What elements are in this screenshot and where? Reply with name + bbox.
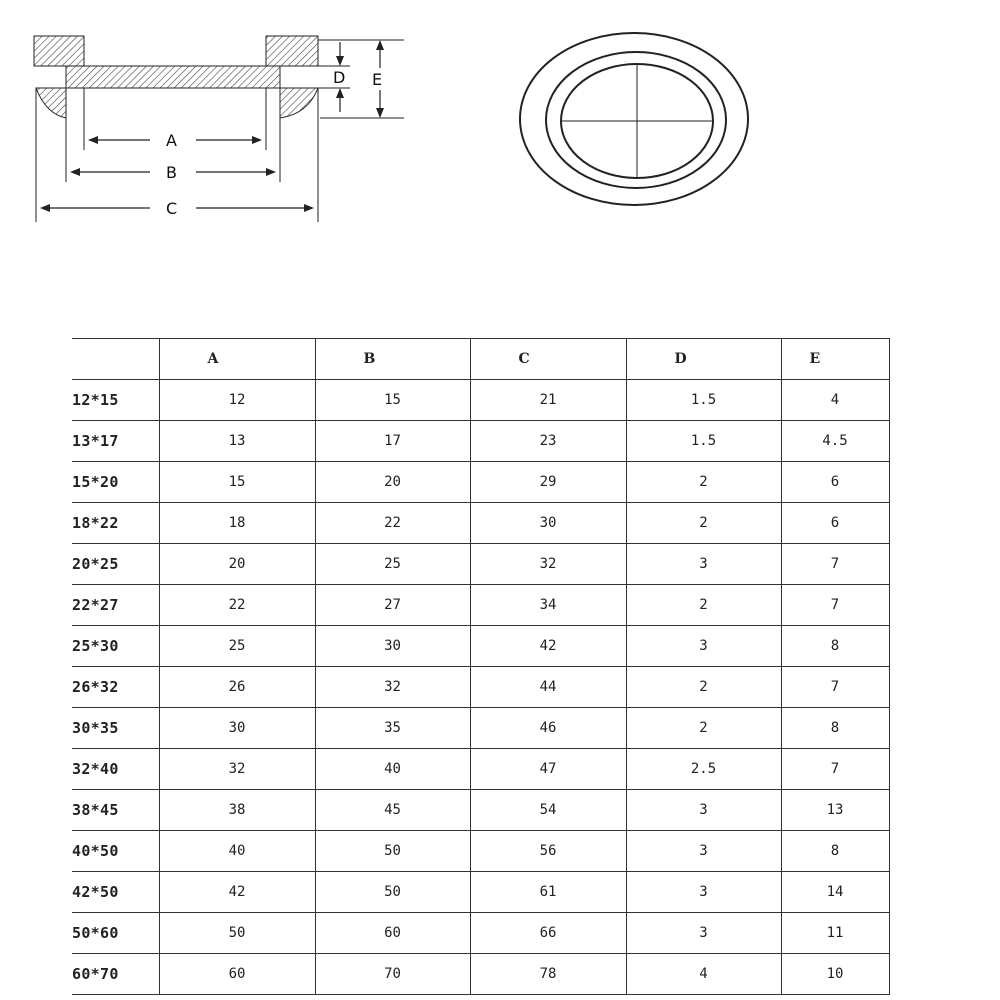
cell-b: 22 (315, 503, 470, 544)
grommet-drawings (0, 0, 1000, 300)
cross-section-drawing (34, 36, 404, 222)
cell-d: 2 (626, 462, 781, 503)
table-row (72, 667, 889, 708)
dim-label-c: C (166, 199, 178, 218)
cell-d: 3 (626, 626, 781, 667)
cell-d: 2 (626, 708, 781, 749)
cell-a: 40 (159, 831, 315, 872)
col-header-d: D (626, 339, 781, 380)
cell-c: 42 (470, 626, 626, 667)
col-header-a: A (159, 339, 315, 380)
table-row (72, 421, 889, 462)
cell-d: 2.5 (626, 749, 781, 790)
panel-block-left (34, 36, 84, 66)
cell-a: 30 (159, 708, 315, 749)
table-body (72, 380, 889, 995)
cell-b: 70 (315, 954, 470, 995)
row-label: 12*15 (72, 380, 159, 421)
row-label: 40*50 (72, 831, 159, 872)
cell-c: 44 (470, 667, 626, 708)
cell-b: 17 (315, 421, 470, 462)
cell-c: 56 (470, 831, 626, 872)
dim-label-e: E (372, 70, 383, 89)
table-row (72, 790, 889, 831)
cell-c: 61 (470, 872, 626, 913)
table-header-row (72, 339, 889, 380)
cell-e: 7 (781, 667, 889, 708)
cell-a: 20 (159, 544, 315, 585)
cell-c: 30 (470, 503, 626, 544)
col-header-b: B (315, 339, 470, 380)
table-row (72, 544, 889, 585)
table-row (72, 872, 889, 913)
cell-e: 6 (781, 503, 889, 544)
cell-a: 38 (159, 790, 315, 831)
table-row (72, 831, 889, 872)
cell-c: 47 (470, 749, 626, 790)
cell-d: 1.5 (626, 380, 781, 421)
cell-c: 21 (470, 380, 626, 421)
cell-d: 2 (626, 667, 781, 708)
table-row (72, 462, 889, 503)
cell-d: 3 (626, 544, 781, 585)
cell-c: 32 (470, 544, 626, 585)
cell-e: 11 (781, 913, 889, 954)
cell-c: 46 (470, 708, 626, 749)
row-label: 18*22 (72, 503, 159, 544)
row-label: 32*40 (72, 749, 159, 790)
cell-d: 1.5 (626, 421, 781, 462)
row-label: 15*20 (72, 462, 159, 503)
cell-a: 32 (159, 749, 315, 790)
table-row (72, 380, 889, 421)
col-header-e: E (781, 339, 889, 380)
cell-c: 34 (470, 585, 626, 626)
table-row (72, 708, 889, 749)
cell-e: 14 (781, 872, 889, 913)
cell-a: 13 (159, 421, 315, 462)
row-label: 42*50 (72, 872, 159, 913)
cell-d: 4 (626, 954, 781, 995)
cell-e: 7 (781, 585, 889, 626)
cell-d: 3 (626, 790, 781, 831)
table-row (72, 626, 889, 667)
size-table (72, 338, 890, 995)
cell-e: 4.5 (781, 421, 889, 462)
cell-a: 12 (159, 380, 315, 421)
cell-a: 42 (159, 872, 315, 913)
cell-a: 26 (159, 667, 315, 708)
cell-a: 22 (159, 585, 315, 626)
row-label: 50*60 (72, 913, 159, 954)
cell-c: 29 (470, 462, 626, 503)
cell-b: 30 (315, 626, 470, 667)
cell-e: 13 (781, 790, 889, 831)
row-label: 26*32 (72, 667, 159, 708)
cell-c: 78 (470, 954, 626, 995)
cell-b: 20 (315, 462, 470, 503)
cell-b: 35 (315, 708, 470, 749)
row-label: 30*35 (72, 708, 159, 749)
cell-e: 7 (781, 749, 889, 790)
table-row (72, 503, 889, 544)
flange-right (280, 88, 318, 118)
top-view-drawing (520, 33, 748, 205)
header-corner (72, 339, 159, 380)
cell-a: 15 (159, 462, 315, 503)
cell-b: 15 (315, 380, 470, 421)
cell-e: 8 (781, 831, 889, 872)
cell-b: 25 (315, 544, 470, 585)
middle-ring (546, 52, 726, 188)
cell-b: 50 (315, 831, 470, 872)
cell-b: 27 (315, 585, 470, 626)
dim-label-b: B (166, 163, 177, 182)
cell-d: 3 (626, 831, 781, 872)
cell-d: 2 (626, 503, 781, 544)
cell-d: 2 (626, 585, 781, 626)
row-label: 38*45 (72, 790, 159, 831)
cell-b: 60 (315, 913, 470, 954)
dim-label-a: A (166, 131, 177, 150)
cell-a: 50 (159, 913, 315, 954)
table-row (72, 954, 889, 995)
cell-d: 3 (626, 913, 781, 954)
row-label: 22*27 (72, 585, 159, 626)
grommet-diagram (0, 0, 1000, 300)
cell-b: 50 (315, 872, 470, 913)
cell-a: 60 (159, 954, 315, 995)
row-label: 13*17 (72, 421, 159, 462)
table-row (72, 913, 889, 954)
cell-a: 25 (159, 626, 315, 667)
cell-e: 4 (781, 380, 889, 421)
cell-e: 10 (781, 954, 889, 995)
cell-c: 23 (470, 421, 626, 462)
grommet-tube (66, 66, 280, 88)
flange-left (36, 88, 66, 118)
row-label: 25*30 (72, 626, 159, 667)
cell-e: 8 (781, 708, 889, 749)
cell-d: 3 (626, 872, 781, 913)
cell-b: 45 (315, 790, 470, 831)
dim-label-d: D (333, 68, 346, 87)
cell-b: 40 (315, 749, 470, 790)
row-label: 20*25 (72, 544, 159, 585)
row-label: 60*70 (72, 954, 159, 995)
cell-c: 66 (470, 913, 626, 954)
cell-b: 32 (315, 667, 470, 708)
cell-e: 8 (781, 626, 889, 667)
table-row (72, 749, 889, 790)
cell-c: 54 (470, 790, 626, 831)
table-row (72, 585, 889, 626)
col-header-c: C (470, 339, 626, 380)
panel-block-right (266, 36, 318, 66)
cell-e: 7 (781, 544, 889, 585)
cell-e: 6 (781, 462, 889, 503)
cell-a: 18 (159, 503, 315, 544)
